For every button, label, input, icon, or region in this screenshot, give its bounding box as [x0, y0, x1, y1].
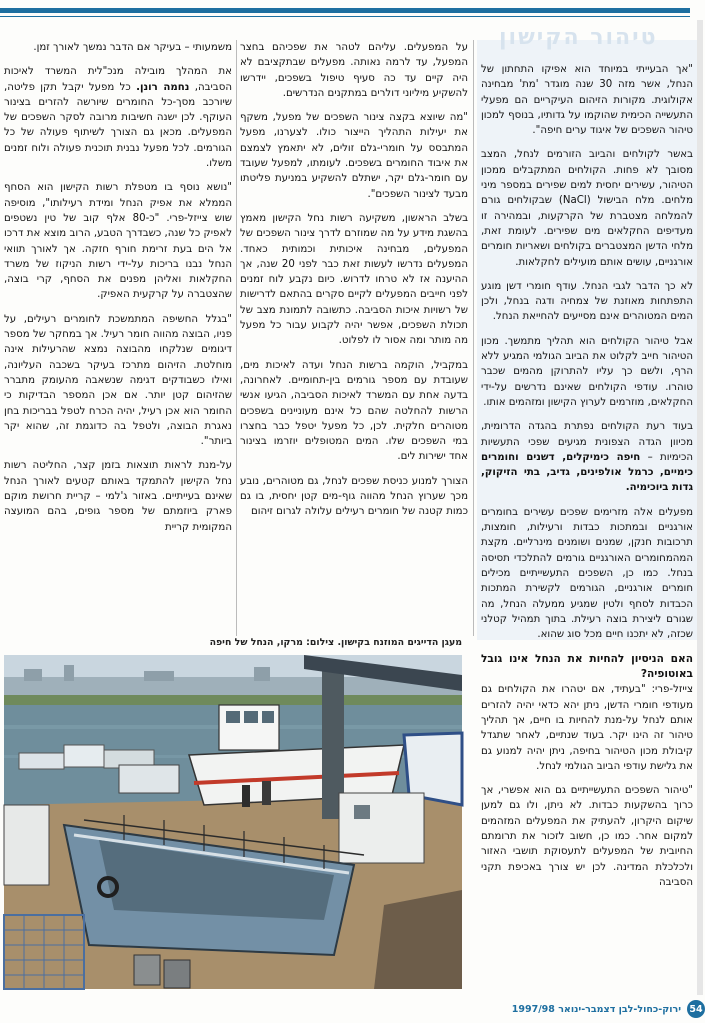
rubble — [374, 890, 462, 989]
far-shore — [4, 695, 462, 705]
paragraph: הצורך למנוע כניסת שפכים לנחל, גם מטוהרים, נובע מכך שערוץ הנחל מהווה גוף-מים קטן יחסית, בו גם כמות קטנה של חומרים רעילים עלולה לגרום זיהום — [240, 475, 468, 518]
deck-house — [119, 765, 179, 793]
top-rule — [0, 8, 690, 13]
paragraph-tail: כל מפעל יקבל תקן פליטה, שיורכב מסך-כל החומרים שיורשה להזרים בצינור העוקף. לכן ישנה חשיבות מרובה לסקר השפכים של המפעלים. מכאן גם הצורך לשיתוף פעולה של כל הגורמים. לכל מפעל נבנית תוכנית פעולה ולוח זמנים משלו. — [4, 81, 232, 170]
paragraph: "אך הבעייתי במיוחד הוא אפיקו התחתון של הנחל, אשר מזה 30 שנה מוגדר 'מת' מבחינה אקולוגית. מקורות הזיהום העיקריים הם מפעלי התעשייה הכימית שהוקמו על גדותיו, בנוסף למכון טיהור השפכים של איגוד ערים חיפה". — [481, 64, 694, 137]
worker — [242, 785, 250, 807]
paragraph: "בגלל החשיפה המתמשכת לחומרים רעילים, על פניו, הבוצה מהווה חומר רעיל. אך במחקר של מספר דיגומים שנלקחו מהבוצה נמצא שהרעילות אינה מוחלטת. הזיהום מתרכז בעיקר בשכבה העליונה, ואילו כשבודקים דגימה שנשאבה מהעומק מתברר שהזיהום קטן יותר. אם אכן המספר הבדיקות כי החומר הוא אכן רעיל, יהיה הכרח לטפל בבריכות בחן נאגרת הבוצה, ולטפל בה כדוגמת זה, שהוא יקר ביותר". — [4, 313, 232, 448]
column-left — [4, 40, 232, 636]
company-list: חיפה כימיקלים, דשנים וחומרים כימיים, כרמל אולפינים, גדיב, בתי הזיקוק, גדות ביוכימיה. — [481, 451, 693, 494]
barrel — [164, 960, 190, 988]
column-middle — [240, 40, 468, 636]
paragraph: צייזל-פרי: "בעתיד, אם יטהרו את הקולחים גם מעודפי חומרי הדשן, ניתן יהא כדאי יהיה להזרים אותם לנחל על-מנת להחיות בו חיים, אך תהליך טיהור זה הינו יקר. בעוד שנתיים, לאחר שתגדל קיבולת מכון הטיהור בחיפה, ניתן יהיה למנוע גם את גלישת עודפי הביוב הגולמי לנחל. — [481, 684, 693, 772]
paragraph: "טיהור השפכים התעשייתיים גם הוא אפשרי, אך כרוך בהשקעות כבדות. לא ניתן, ולו גם למען שיקום היקרון, להעתיק את המפעלים המזהמים למקום אחר. כמו כן, חשוב לזכור את תרומתם החיובית של המפעלים לתעסוקת תושבי האזור ולכלכלת המדינה. לכן יש צורך באכיפת תקני הסביבה — [481, 785, 693, 888]
harbor-photo-illustration — [4, 655, 462, 989]
paragraph: "מה שיוצא בקצה צינור השפכים של מפעל, משקף את יעילות התהליך הייצור כולו. לצערנו, מפעל המתבסס על חומרי-גלם זולים, לא יתאמץ לצמצם את איבוד החומרים בשפכים. לעומתו, למפעל שעובד עם חומר-גלם יקר, ישתלם להשקיע במניעת פליטתו מבעד לצינור השפכים". — [240, 112, 468, 200]
paragraph: משמעותי – בעיקר אם הדבר נמשך לאורך זמן. — [33, 42, 232, 53]
deck-cabin — [339, 793, 424, 863]
issue-label: ירוק-כחול-לבן דצמבר-ינואר 1997/98 — [511, 1003, 681, 1015]
ghost-title: טיהור הקישון — [499, 25, 658, 50]
worker — [262, 781, 271, 805]
scrollbar[interactable] — [697, 20, 703, 995]
paragraph: אבל טיהור הקולחים הוא תהליך מתמשך. מכון הטיהור חייב לקלוט את הביוב הגולמי המגיע ללא הרף, ולשם כך עליו להתרוקן מהמים שכבר טוהרו. עודפי הקולחים שאינם נדרשים על-ידי החקלאים, מוזרמים לערוץ הקישון ומזהמים אותו. — [481, 335, 693, 408]
paragraph-lead: את המהלך מובילה מנכ"לית המשרד לאיכות הסביבה, — [4, 66, 232, 93]
column-right — [477, 25, 699, 995]
paragraph: באשר לקולחים והביוב הזורמים לנחל, המצב מסובך לא פחות. הקולחים המתקבלים ממכון הטיהור, עשירים יחסית למים שפירים במספר מיני מלחים. מלח הבישול (NaCl) שבקולחים גורם להמלחה מצטברת של הקרקעות, ובמהירה זו מעדיפים החקלאים מים שפירים. לעומת זאת, מלחי הדשן המצטברים בקולחים ושאריות חומרים אורגניים, עושים אותם מועילים לחקלאות. — [481, 149, 693, 268]
page-number: 54 — [687, 1000, 705, 1018]
column-right-text — [477, 40, 699, 890]
barrel — [134, 955, 160, 985]
paragraph — [481, 419, 693, 495]
paragraph — [4, 64, 232, 171]
column-divider — [473, 40, 474, 636]
paragraph: בשלב הראשון, משקיעה רשות נחל הקישון מאמץ בהשגת מידע על מה שמוזרם לדרך צינור השפכים של המפעלים, מבחינה איכותית וכמותית כאחד. המפעלים נדרשו לעשות זאת כבר לפני 20 שנה, אך ההיענה אז לא טרחו לדרוש. כיום נקבע לוח זמנים לפני חייבים המפעלים לקיים סקרים בהתאם לדרישות של רשויות איכות הסביבה. כתשובה לתמונת מצב של תכולת השפכים, אפשר יהיה לקבוע עבור כל מפעל מה מותר ומה אסור לו לפלוט. — [240, 212, 468, 347]
subheading: האם הניסיון להחיות את הנחל אינו גובל באוטופיה? — [481, 653, 693, 681]
page-footer — [500, 1000, 705, 1018]
harbor-photo — [4, 655, 462, 989]
dock-hut — [4, 805, 49, 885]
photo-caption: מעגן הדייגים המוזנח בקישון. צילום: מרקו, הנחל של חיפה — [209, 637, 462, 648]
paragraph: במקביל, הוקמה ברשות הנחל ועדה לאיכות מים, שעובדת עם מספר גורמים בין-תחומיים. לאחרונה, בדעה אחת עם המשרד לאיכות הסביבה, הגיעו אנשי הרשות להחלטה שהם כל אינם מעוניינים בשפכים מטוהרים חלקית. לכן, כל מפעל יטפל כבר בחצרו במי השפכים שלו. המים המטופלים יוזרמו בצינור אחד ישירות לים. — [240, 359, 468, 463]
person-name: נחמה רונן. — [136, 81, 190, 93]
paragraph: על המפעלים. עליהם לטהר את שפכיהם בחצר המפעל, עד לרמה נאותה. מפעלים שבתקציבם לא היה קיים עד כה סעיף טיפול בשפכים, יידרשו להשקיע מיליוני דולרים במתקנים הנדרשים. — [240, 42, 468, 99]
paragraph-lead: בעוד רעת הקולחים נפתרת בהגדה הדרומית, מכיוון הגדה הצפונית מגיעים שפכי התעשיות הכימיות – — [481, 421, 694, 463]
column-divider — [236, 40, 237, 636]
paragraph: לא כך הדבר לגבי הנחל. עודף חומרי דשן מוגע התפתחות מאוזנת של צמחיה ודגה בנחל, ולכן המים המטוהרים אינם מסייעים להחייאת הנחל. — [481, 280, 693, 323]
paragraph: מפעלים אלה מזרימים שפכים עשירים בחומרים אורגניים ובמתכות כבדות ורעילות, חומצות, תרכובות חנקן, שמנים ושומנים מינרליים. מקצת המהמחומרים האורגניים גורמים להתלכדי תסיסה בנחל. כמו כן, השפכים התעשייתיים מכילים חומרים אורגניים, הגורמים לקשירת המתכות הכבדות לסחף ולטין שמגיע ממעלה הנחל, מה שגורם ליצירת בוצה רעילת. בתוך תמהיל קטלני שכזה, לא יתכנו חיים מכל סוג שהוא. — [481, 506, 693, 641]
paragraph: "נושא נוסף בו מטפלת רשות הקישון הוא הסחף הממלא את אפיק הנחל ומידת רעילותו", מוסיפה שוש צייזל-פרי. "כ-80 אלף קוב של טין נשטפים לאפיק כל שנה, כשבדרך הטבע, הרוב מוצא את דרכו אל הים בעת זרימת חורף חזקה. אך לאורך תוואי הנחל נבנו בריכות על-ידי רשות הניקוז של משרד החקלאות ואליהן מפנים את הסחף, קרי בוצה, שהצטברה על קרקעית האפיק. — [4, 182, 232, 301]
small-boat — [64, 745, 104, 767]
paragraph: על-מנת לראות תוצאות בזמן קצר, החליטה רשות נחל הקישון להתמקד באותם קטעים לאורך הנחל שאינם בעייתיים. באזור ג'למי – קריית חרושת מוקם פארק ביוזמתם של מספר גופים, בהם המועצה המקומית קריית — [4, 460, 232, 533]
top-rule-thin — [0, 16, 690, 17]
small-boat — [19, 753, 64, 769]
